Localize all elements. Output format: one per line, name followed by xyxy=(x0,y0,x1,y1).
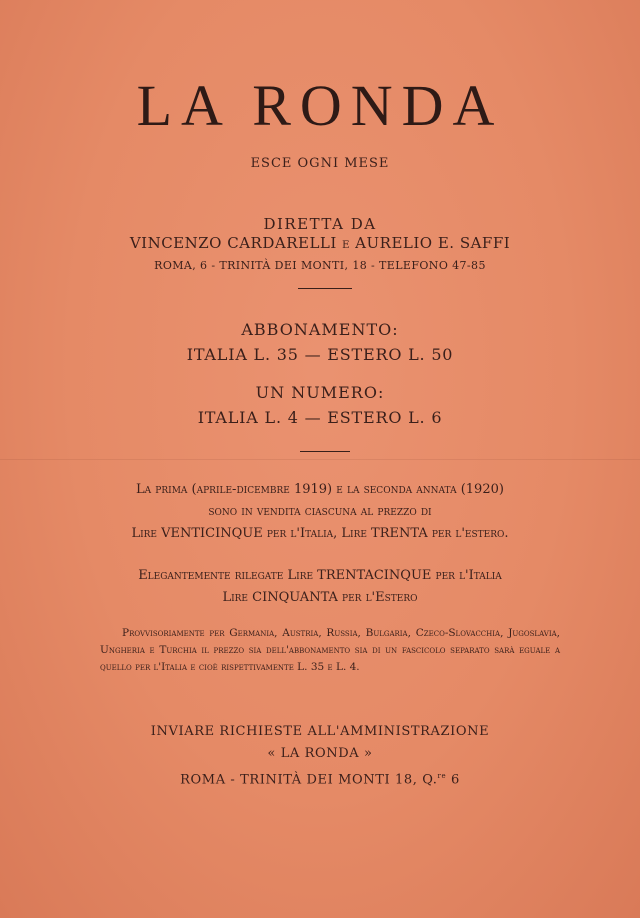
provisional-notice: Provvisoriamente per Germania, Austria, Russia, Bulgaria, Czeco-Slovacchia, Jugoslavia, Ungheria e Turchia il prezzo sia dell'abbonamento sia di un fascicolo separato sarà eguale a quello per l'Italia e cioè rispettivamente L. 35 e L. 4. xyxy=(100,627,560,673)
footer-line-3 xyxy=(0,765,640,791)
annata-notice xyxy=(0,479,640,545)
masthead-title: LA RONDA xyxy=(136,73,504,138)
annata-notice-line-2: sono in vendita ciascuna al prezzo di xyxy=(208,504,432,519)
footer-superscript: re xyxy=(437,772,447,780)
editorial-address: ROMA, 6 - TRINITÀ DEI MONTI, 18 - TELEFONO 47-85 xyxy=(154,259,486,272)
divider-1 xyxy=(298,288,352,289)
subscription-heading: ABBONAMENTO: xyxy=(241,320,399,339)
single-issue-heading: UN NUMERO: xyxy=(255,383,385,402)
footer-block xyxy=(0,721,640,791)
editor-1: VINCENZO CARDARELLI xyxy=(129,234,337,252)
footer-line-2: « LA RONDA » xyxy=(267,746,373,761)
subscription-prices: ITALIA L. 35 — ESTERO L. 50 xyxy=(186,345,454,364)
annata-notice-line-3: Lire VENTICINQUE per l'Italia, Lire TRENTA per l'estero. xyxy=(131,526,509,541)
editor-conjunction: E xyxy=(342,240,350,251)
editors-line xyxy=(0,234,640,252)
annata-notice-line-1: La prima (aprile-dicembre 1919) e la seconda annata (1920) xyxy=(136,482,504,497)
direction-label: DIRETTA DA xyxy=(263,215,377,233)
bound-notice xyxy=(0,565,640,609)
masthead-subtitle: ESCE OGNI MESE xyxy=(250,156,390,171)
bound-notice-line-1: Elegantemente rilegate Lire TRENTACINQUE per l'Italia xyxy=(138,568,502,583)
fold-line xyxy=(0,459,640,460)
divider-2 xyxy=(300,451,350,452)
bound-notice-line-2: Lire CINQUANTA per l'Estero xyxy=(222,590,418,605)
editor-2: AURELIO E. SAFFI xyxy=(355,234,511,252)
footer-line-1: INVIARE RICHIESTE ALL'AMMINISTRAZIONE xyxy=(150,724,490,739)
single-issue-prices: ITALIA L. 4 — ESTERO L. 6 xyxy=(197,408,443,427)
footer-address: ROMA - TRINITÀ DEI MONTI 18, Q. xyxy=(180,772,438,788)
footer-address-end: 6 xyxy=(446,772,460,788)
